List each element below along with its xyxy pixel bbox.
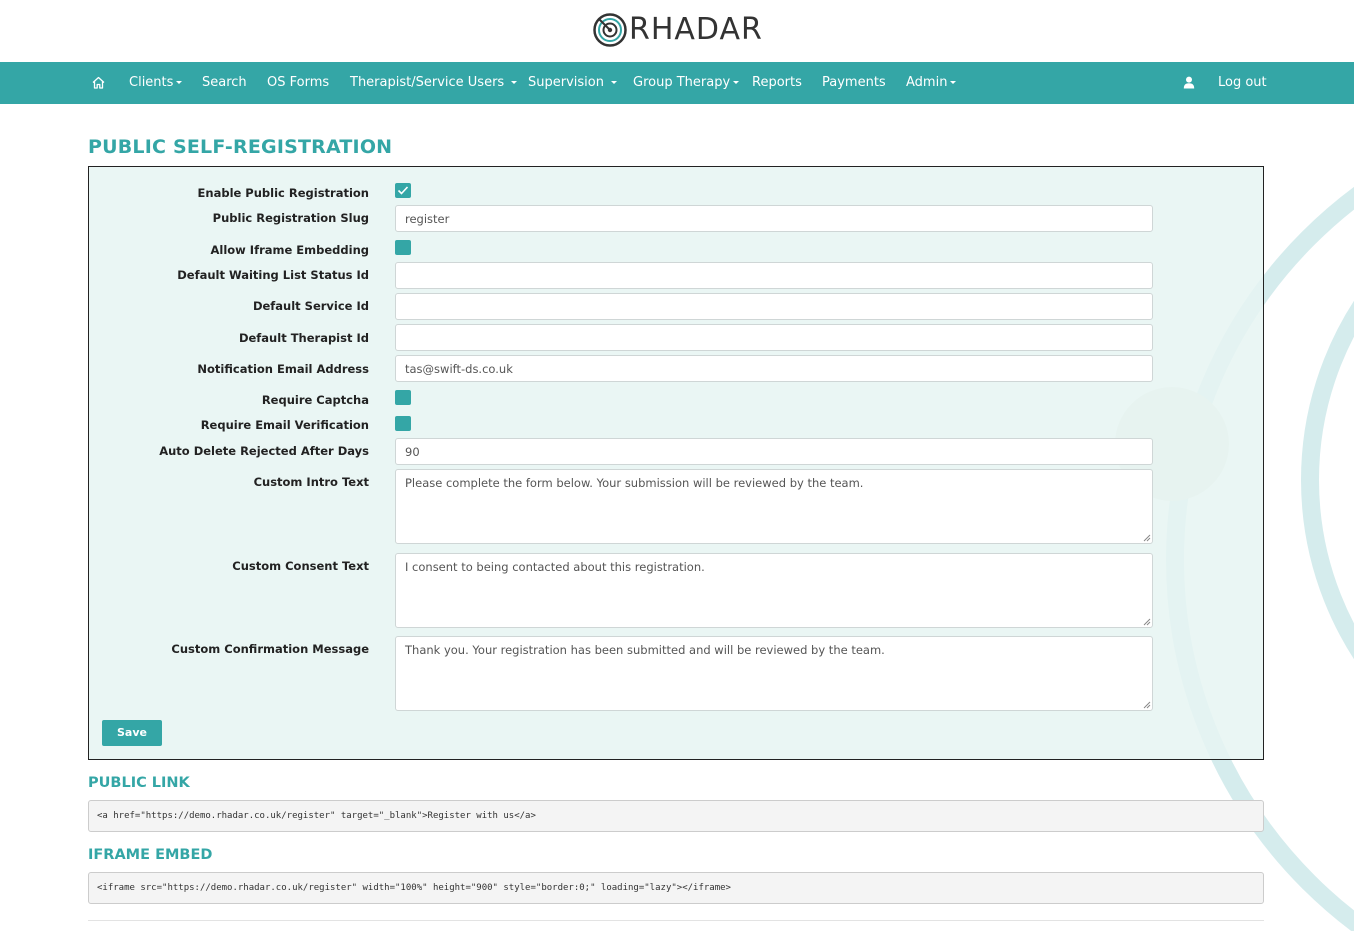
custom-confirmation-label: Custom Confirmation Message xyxy=(171,642,369,656)
custom-intro-value: Please complete the form below. Your submission will be reviewed by the team. xyxy=(405,476,864,490)
notification-email-label: Notification Email Address xyxy=(197,362,369,376)
page-title: PUBLIC SELF-REGISTRATION xyxy=(88,136,393,158)
registration-slug-label: Public Registration Slug xyxy=(212,211,369,225)
chevron-down-icon xyxy=(611,81,617,84)
nav-clients-label: Clients xyxy=(129,75,174,90)
nav-payments-label: Payments xyxy=(822,75,886,90)
custom-consent-label: Custom Consent Text xyxy=(232,559,369,573)
nav-payments[interactable] xyxy=(822,62,886,104)
save-button[interactable]: Save xyxy=(102,720,162,746)
iframe-embed-code[interactable]: <iframe src="https://demo.rhadar.co.uk/register" width="100%" height="900" style="border:0;" loading="lazy"></iframe> xyxy=(88,872,1264,904)
waiting-list-status-input[interactable] xyxy=(395,262,1153,289)
top-header xyxy=(0,0,1354,62)
waiting-list-status-label: Default Waiting List Status Id xyxy=(177,268,369,282)
nav-supervision[interactable] xyxy=(528,62,617,104)
logout-link[interactable] xyxy=(1218,62,1267,104)
nav-group-therapy[interactable] xyxy=(633,62,739,104)
public-link-title: PUBLIC LINK xyxy=(88,775,190,791)
registration-slug-input[interactable]: register xyxy=(395,205,1153,232)
chevron-down-icon xyxy=(733,81,739,84)
resize-grip-icon[interactable] xyxy=(1143,618,1151,626)
default-service-label: Default Service Id xyxy=(252,299,369,313)
nav-os-forms[interactable] xyxy=(267,62,329,104)
divider xyxy=(88,920,1264,921)
custom-intro-textarea[interactable] xyxy=(395,469,1153,544)
resize-grip-icon[interactable] xyxy=(1143,534,1151,542)
default-therapist-input[interactable] xyxy=(395,324,1153,351)
app-logo[interactable] xyxy=(593,12,763,48)
logout-label: Log out xyxy=(1218,75,1267,90)
nav-clients[interactable] xyxy=(129,62,182,104)
nav-supervision-label: Supervision xyxy=(528,75,604,90)
nav-admin[interactable] xyxy=(906,62,956,104)
allow-iframe-label: Allow Iframe Embedding xyxy=(210,243,369,257)
nav-search-label: Search xyxy=(202,75,247,90)
user-icon[interactable] xyxy=(1183,76,1195,89)
iframe-embed-title: IFRAME EMBED xyxy=(88,847,213,863)
notification-email-input[interactable]: tas@swift-ds.co.uk xyxy=(395,355,1153,382)
home-icon[interactable] xyxy=(92,76,105,89)
enable-registration-checkbox[interactable] xyxy=(395,183,411,198)
nav-reports-label: Reports xyxy=(752,75,802,90)
custom-confirmation-value: Thank you. Your registration has been submitted and will be reviewed by the team. xyxy=(405,643,885,657)
chevron-down-icon xyxy=(176,81,182,84)
resize-grip-icon[interactable] xyxy=(1143,701,1151,709)
nav-os-forms-label: OS Forms xyxy=(267,75,330,90)
custom-confirmation-textarea[interactable] xyxy=(395,636,1153,711)
default-therapist-label: Default Therapist Id xyxy=(238,331,369,345)
main-navbar xyxy=(0,62,1354,104)
nav-search[interactable] xyxy=(202,62,247,104)
require-email-verification-label: Require Email Verification xyxy=(200,418,369,432)
nav-reports[interactable] xyxy=(752,62,802,104)
radar-logo-icon xyxy=(593,13,627,47)
checkmark-icon xyxy=(397,185,409,196)
registration-settings-form xyxy=(88,166,1264,760)
public-link-code[interactable]: <a href="https://demo.rhadar.co.uk/register" target="_blank">Register with us</a> xyxy=(88,800,1264,832)
custom-consent-textarea[interactable] xyxy=(395,553,1153,628)
require-captcha-label: Require Captcha xyxy=(261,393,369,407)
default-service-input[interactable] xyxy=(395,293,1153,320)
nav-therapist-label: Therapist/Service Users xyxy=(350,75,505,90)
nav-group-therapy-label: Group Therapy xyxy=(633,75,731,90)
chevron-down-icon xyxy=(511,81,517,84)
logo-text: RHADAR xyxy=(629,12,763,47)
auto-delete-label: Auto Delete Rejected After Days xyxy=(159,444,369,458)
require-email-verification-checkbox[interactable] xyxy=(395,416,411,431)
enable-registration-label: Enable Public Registration xyxy=(197,186,369,200)
nav-admin-label: Admin xyxy=(906,75,948,90)
allow-iframe-checkbox[interactable] xyxy=(395,240,411,255)
chevron-down-icon xyxy=(950,81,956,84)
auto-delete-input[interactable]: 90 xyxy=(395,438,1153,465)
require-captcha-checkbox[interactable] xyxy=(395,390,411,405)
nav-therapist-service-users[interactable] xyxy=(350,62,517,104)
custom-consent-value: I consent to being contacted about this registration. xyxy=(405,560,705,574)
custom-intro-label: Custom Intro Text xyxy=(253,475,369,489)
